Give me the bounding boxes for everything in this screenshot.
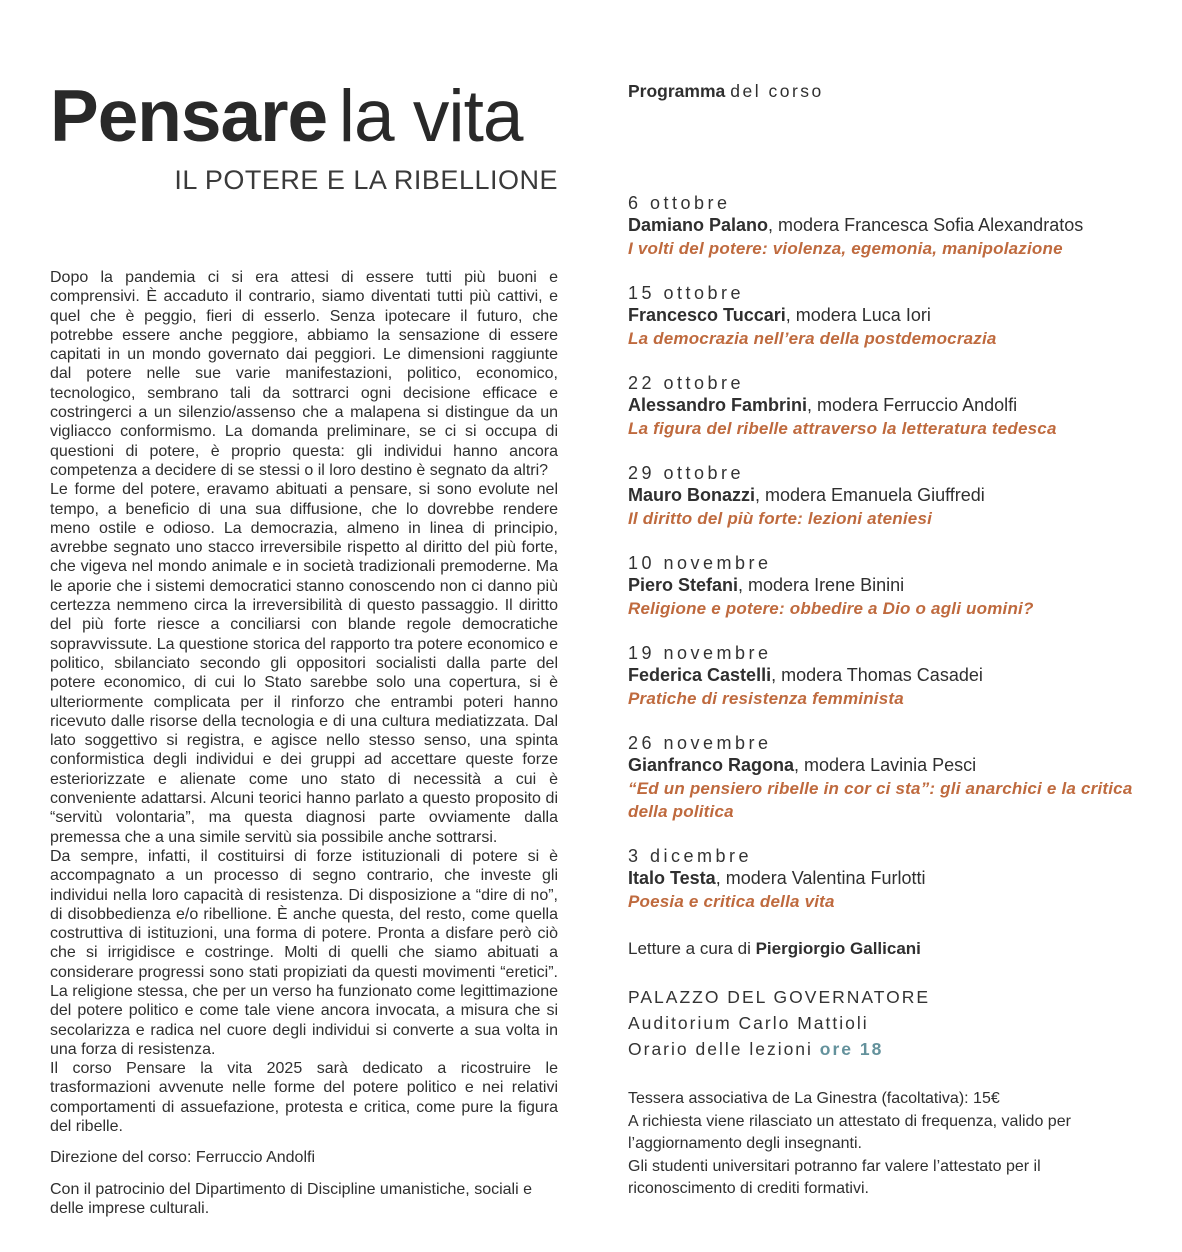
entry-title: I volti del potere: violenza, egemonia, manipolazione xyxy=(628,239,1063,258)
program-header xyxy=(628,80,1140,102)
entry-moderator: , modera Lavinia Pesci xyxy=(794,755,977,775)
program-entry xyxy=(628,192,1140,260)
entry-speaker-name: Federica Castelli xyxy=(628,665,772,685)
note-line: Gli studenti universitari potranno far valere l’attestato per il riconoscimento di crediti formativi. xyxy=(628,1157,1041,1197)
entry-title: La democrazia nell’era della postdemocrazia xyxy=(628,329,997,348)
entry-speaker-name: Gianfranco Ragona xyxy=(628,755,795,775)
entry-speaker xyxy=(628,394,1140,417)
entry-speaker-name: Damiano Palano xyxy=(628,215,769,235)
entry-speaker xyxy=(628,664,1140,687)
venue-time-label: Orario delle lezioni xyxy=(628,1039,820,1059)
entry-speaker xyxy=(628,214,1140,237)
intro-paragraphs xyxy=(50,268,558,1136)
masthead xyxy=(50,76,558,196)
entry-speaker-name: Italo Testa xyxy=(628,868,716,888)
readings-credit xyxy=(628,937,1140,960)
patronage-note: Con il patrocinio del Dipartimento di Discipline umanistiche, sociali e delle imprese culturali. xyxy=(50,1180,532,1217)
program-entry xyxy=(628,552,1140,620)
intro-paragraph: Le forme del potere, eravamo abituati a pensare, si sono evolute nel tempo, a beneficio di una sua diffusione, che lo dovrebbe rendere meno ostile e odioso. La democrazia, almeno in linea di principio, avrebbe segnato uno stacco irreversibile rispetto al diritto del più forte, che vigeva nel mondo animale e in società tradizionali premoderne. Ma le aporie che i sistemi democratici stanno conoscendo non ci danno più certezza nemmeno circa la irreversibilità di questo passaggio. Il diritto del più forte riesce a conciliarsi con blande regole democratiche sopravvissute. La questione storica del rapporto tra potere economico e politico, sbilanciato secondo gli oppositori socialisti dalla parte del potere economico, di cui lo Stato sarebbe solo una copertura, si è ulteriormente complicata per il rinforzo che entrambi poteri hanno ricevuto dalle risorse della tecnologia e di una cultura mediatizzata. Dal lato soggettivo si registra, e agisce nello stesso senso, una spinta conformistica degli individui e dei gruppi ad accettare queste forze esteriorizzate e alienate come uno stato di necessità a cui è conveniente adattarsi. Alcuni teorici hanno parlato a questo proposito di “servitù volontaria”, ma questa diagnosi parte ovviamente dalla premessa che a una simile servitù sia possibile anche sottrarsi. xyxy=(50,481,558,846)
intro-paragraph: Il corso Pensare la vita 2025 sarà dedicato a ricostruire le trasformazioni avvenute nelle forme del potere politico e nei relativi comportamenti di assuefazione, protesta e critica, come pure la figura del ribelle. xyxy=(50,1060,558,1136)
entry-date: 26 novembre xyxy=(628,733,772,753)
entry-moderator: , modera Valentina Furlotti xyxy=(715,868,926,888)
intro-paragraph: Dopo la pandemia ci si era attesi di essere tutti più buoni e comprensivi. È accaduto il contrario, siamo diventati tutti più cattivi, e quel che è peggio, fieri di esserlo. Senza ipotecare il futuro, che potrebbe essere anche peggiore, abbiamo la sensazione di essere capitati in un mondo governato dai peggiori. Le dimensioni raggiunte dal potere nelle sue varie manifestazioni, politico, economico, tecnologico, sembrano tali da sottrarci ogni decisione efficace e costringerci a un silenzio/assenso che a malapena si distingue da un vigliacco conformismo. La domanda preliminare, se ci si occupa di questioni di potere, è proprio questa: gli individui hanno ancora competenza a decidere di se stessi o il loro destino è segnato da altri? xyxy=(50,269,558,479)
entry-speaker-name: Piero Stefani xyxy=(628,575,739,595)
program-entry xyxy=(628,732,1140,823)
entry-date: 3 dicembre xyxy=(628,846,753,866)
program-header-bold: Programma xyxy=(628,81,726,101)
title-secondary: la vita xyxy=(338,76,523,157)
entry-title: Pratiche di resistenza femminista xyxy=(628,689,904,708)
venue-block xyxy=(628,984,1140,1062)
entry-moderator: , modera Emanuela Giuffredi xyxy=(755,485,985,505)
program-entry xyxy=(628,462,1140,530)
program-entry xyxy=(628,282,1140,350)
entry-date: 10 novembre xyxy=(628,553,772,573)
venue-time-line xyxy=(628,1036,1140,1062)
entry-moderator: , modera Luca Iori xyxy=(785,305,931,325)
entry-speaker xyxy=(628,867,1140,890)
note-line: Tessera associativa de La Ginestra (facoltativa): 15€ xyxy=(628,1090,1000,1107)
page-title xyxy=(50,76,558,157)
entry-date: 19 novembre xyxy=(628,643,772,663)
entry-moderator: , modera Thomas Casadei xyxy=(771,665,983,685)
entry-speaker xyxy=(628,574,1140,597)
program-entry xyxy=(628,845,1140,913)
entry-title: “Ed un pensiero ribelle in cor ci sta”: gli anarchici e la critica della politica xyxy=(628,779,1133,821)
program-entry xyxy=(628,372,1140,440)
course-direction: Direzione del corso: Ferruccio Andolfi xyxy=(50,1149,316,1167)
entry-speaker-name: Francesco Tuccari xyxy=(628,305,786,325)
entry-title: Religione e potere: obbedire a Dio o agli uomini? xyxy=(628,599,1034,618)
venue-name: PALAZZO DEL GOVERNATORE xyxy=(628,987,931,1007)
entry-speaker xyxy=(628,754,1140,777)
readings-prefix: Letture a cura di xyxy=(628,939,756,958)
entry-title: Il diritto del più forte: lezioni ateniesi xyxy=(628,509,933,528)
entry-speaker xyxy=(628,304,1140,327)
entry-moderator: , modera Irene Binini xyxy=(738,575,905,595)
entry-date: 15 ottobre xyxy=(628,283,745,303)
program-column xyxy=(628,80,1140,1201)
note-line: A richiesta viene rilasciato un attestato di frequenza, valido per l’aggiornamento degli insegnanti. xyxy=(628,1112,1071,1152)
entry-date: 22 ottobre xyxy=(628,373,745,393)
program-entries xyxy=(628,192,1140,913)
program-entry xyxy=(628,642,1140,710)
entry-date: 29 ottobre xyxy=(628,463,745,483)
title-main: Pensare xyxy=(50,76,328,157)
intro-paragraph: Da sempre, infatti, il costituirsi di forze istituzionali di potere si è accompagnato a un processo di segno contrario, che investe gli individui nella loro capacità di resistenza. Di disposizione a “dire di no”, di disobbedienza e/o ribellione. È anche questa, del resto, come quella costruttiva di istituzioni, una forma di potere. Pronta a disfare però ciò che si irrigidisce e costringe. Molti di quelli che siamo abituati a considerare progressi sono stati propiziati da questi movimenti “eretici”. La religione stessa, che per un verso ha funzionato come legittimazione del potere politico e come tale viene ancora invocata, a misura che si secolarizza e radica nel cuore degli individui si converte a sua volta in una forza di resistenza. xyxy=(50,847,558,1058)
entry-title: La figura del ribelle attraverso la letteratura tedesca xyxy=(628,419,1057,438)
entry-date: 6 ottobre xyxy=(628,193,731,213)
entry-speaker-name: Mauro Bonazzi xyxy=(628,485,756,505)
page-subtitle: IL POTERE E LA RIBELLIONE xyxy=(174,165,558,195)
readings-name: Piergiorgio Gallicani xyxy=(755,939,921,958)
entry-moderator: , modera Francesca Sofia Alexandratos xyxy=(768,215,1084,235)
intro-text xyxy=(50,268,558,1218)
venue-room: Auditorium Carlo Mattioli xyxy=(628,1013,869,1033)
venue-time-value: ore 18 xyxy=(819,1039,884,1059)
notes xyxy=(628,1088,1140,1201)
entry-speaker xyxy=(628,484,1140,507)
entry-moderator: , modera Ferruccio Andolfi xyxy=(807,395,1018,415)
entry-title: Poesia e critica della vita xyxy=(628,892,835,911)
entry-speaker-name: Alessandro Fambrini xyxy=(628,395,808,415)
program-header-rest: del corso xyxy=(730,81,824,101)
